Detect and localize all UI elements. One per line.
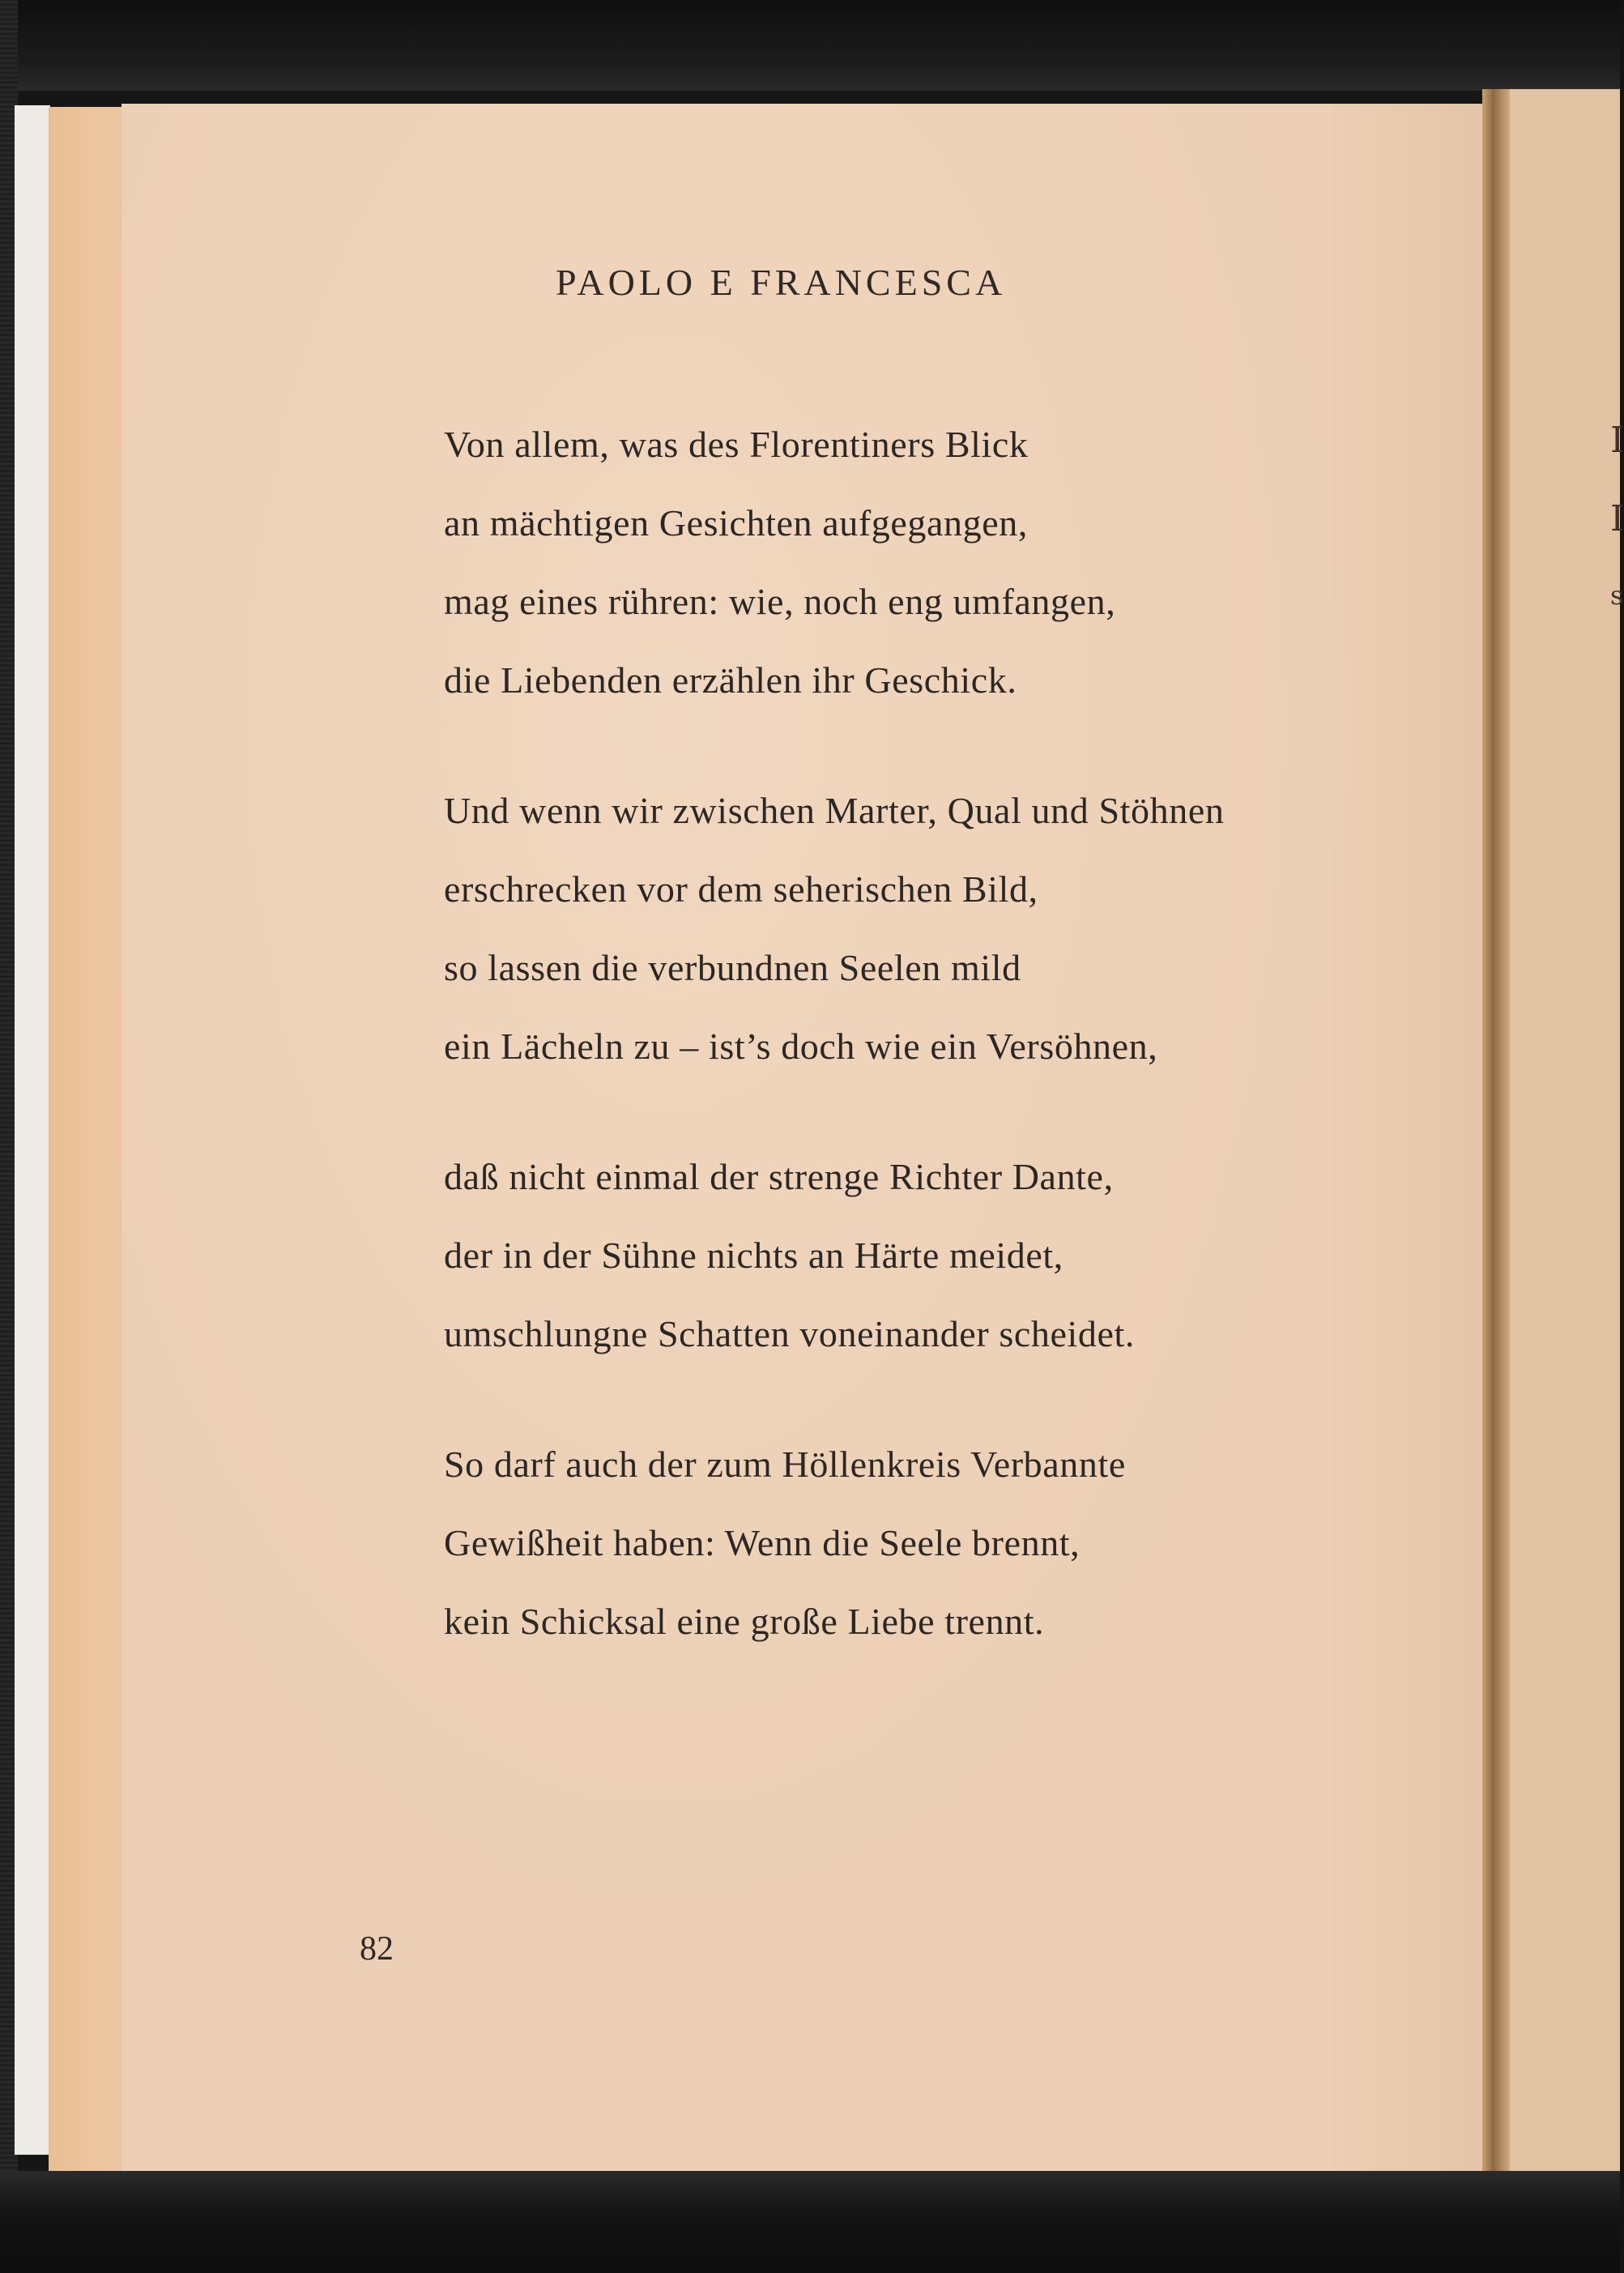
poem-line: Von allem, was des Florentiners Blick — [444, 424, 1029, 465]
facing-page-fragment: I — [1610, 498, 1624, 539]
poem-line: umschlungne Schatten voneinander scheidet. — [444, 1313, 1135, 1354]
page-number: 82 — [360, 1930, 394, 1968]
stanza — [444, 1425, 1416, 1661]
facing-page-fragment: s — [1610, 580, 1624, 611]
facing-page-fragment: I — [1610, 420, 1624, 461]
poem-line: daß nicht einmal der strenge Richter Dante, — [444, 1156, 1114, 1197]
poem-title: PAOLO E FRANCESCA — [556, 262, 1007, 303]
scanner-background-bottom — [0, 2171, 1620, 2273]
poem-line: kein Schicksal eine große Liebe trennt. — [444, 1601, 1045, 1642]
poem-line: erschrecken vor dem seherischen Bild, — [444, 868, 1038, 910]
page-block-edge — [15, 105, 50, 2155]
poem-line: So darf auch der zum Höllenkreis Verbannte — [444, 1444, 1126, 1485]
poem-line: Und wenn wir zwischen Marter, Qual und Stöhnen — [444, 790, 1225, 831]
poem-line: so lassen die verbundnen Seelen mild — [444, 947, 1021, 988]
facing-page — [1510, 89, 1624, 2211]
poem-body — [444, 405, 1416, 1661]
poem-line: ein Lächeln zu – ist’s doch wie ein Versöhnen, — [444, 1026, 1158, 1067]
stanza — [444, 1137, 1416, 1373]
poem-line: an mächtigen Gesichten aufgegangen, — [444, 502, 1028, 544]
poem-line: mag eines rühren: wie, noch eng umfangen, — [444, 581, 1116, 622]
stanza — [444, 405, 1416, 719]
poem-line: der in der Sühne nichts an Härte meidet, — [444, 1235, 1063, 1276]
scanner-background-top — [0, 0, 1620, 91]
book-gutter — [1482, 89, 1510, 2195]
stanza — [444, 771, 1416, 1085]
poem-line: die Liebenden erzählen ihr Geschick. — [444, 659, 1017, 701]
poem-line: Gewißheit haben: Wenn die Seele brennt, — [444, 1522, 1081, 1563]
